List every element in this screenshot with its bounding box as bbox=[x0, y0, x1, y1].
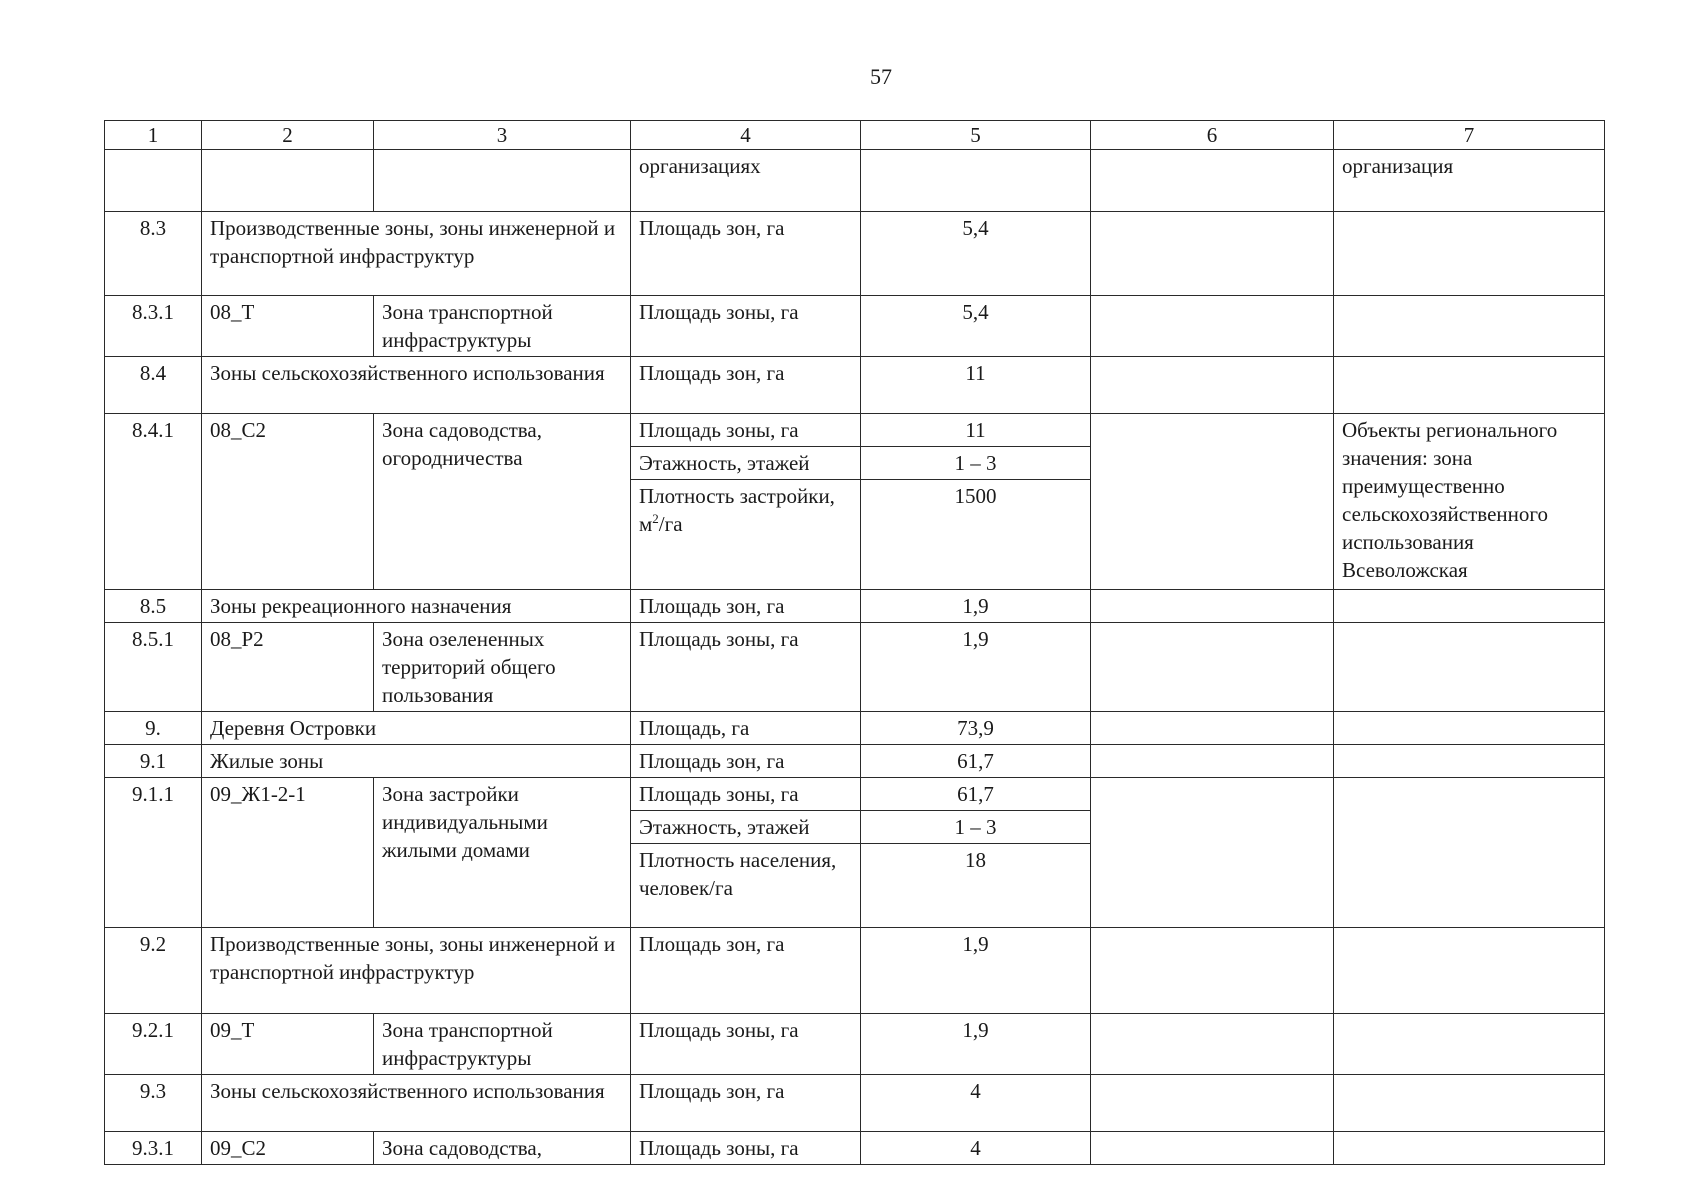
indicator-cell: Площадь зон, га bbox=[631, 745, 861, 778]
header-cell: 1 bbox=[105, 121, 202, 150]
value-cell: 18 bbox=[861, 844, 1091, 928]
row-number: 9.1 bbox=[105, 745, 202, 778]
zone-group-name: Зоны сельскохозяйственного использования bbox=[202, 1075, 631, 1132]
indicator-cell: Площадь зон, га bbox=[631, 1075, 861, 1132]
indicator-cell: Площадь зоны, га bbox=[631, 296, 861, 357]
indicator-cell: Этажность, этажей bbox=[631, 447, 861, 480]
value-cell: 1 – 3 bbox=[861, 811, 1091, 844]
zone-code: 08_Р2 bbox=[202, 623, 374, 712]
row-number: 8.4 bbox=[105, 357, 202, 414]
value-cell: 1500 bbox=[861, 480, 1091, 590]
indicator-cell: Площадь зоны, га bbox=[631, 1014, 861, 1075]
table-row bbox=[105, 712, 1605, 745]
zone-name: Зона садоводства, bbox=[374, 1132, 631, 1165]
table-row bbox=[105, 745, 1605, 778]
zone-code: 08_Т bbox=[202, 296, 374, 357]
value-cell: 11 bbox=[861, 357, 1091, 414]
table-row bbox=[105, 150, 1605, 212]
zone-group-name: Зоны рекреационного назначения bbox=[202, 590, 631, 623]
indicator-cell: Этажность, этажей bbox=[631, 811, 861, 844]
indicator-cell: организациях bbox=[631, 150, 861, 212]
value-cell: 61,7 bbox=[861, 745, 1091, 778]
indicator-cell: Площадь зон, га bbox=[631, 590, 861, 623]
note-cell: организация bbox=[1334, 150, 1605, 212]
value-cell: 1 – 3 bbox=[861, 447, 1091, 480]
indicator-cell: Площадь, га bbox=[631, 712, 861, 745]
header-cell: 2 bbox=[202, 121, 374, 150]
header-cell: 4 bbox=[631, 121, 861, 150]
zone-group-name: Зоны сельскохозяйственного использования bbox=[202, 357, 631, 414]
value-cell: 11 bbox=[861, 414, 1091, 447]
table-row bbox=[105, 1132, 1605, 1165]
table-row bbox=[105, 357, 1605, 414]
indicator-cell: Площадь зоны, га bbox=[631, 623, 861, 712]
zones-table bbox=[104, 120, 1605, 1165]
indicator-cell: Плотность населения, человек/га bbox=[631, 844, 861, 928]
indicator-cell: Площадь зоны, га bbox=[631, 1132, 861, 1165]
zone-name: Зона озелененных территорий общего пользования bbox=[374, 623, 631, 712]
zone-code: 09_Ж1-2-1 bbox=[202, 778, 374, 928]
row-number: 9.3.1 bbox=[105, 1132, 202, 1165]
row-number: 9.3 bbox=[105, 1075, 202, 1132]
table-row bbox=[105, 212, 1605, 296]
row-number: 8.4.1 bbox=[105, 414, 202, 590]
zone-code: 09_Т bbox=[202, 1014, 374, 1075]
value-cell: 4 bbox=[861, 1075, 1091, 1132]
value-cell: 1,9 bbox=[861, 590, 1091, 623]
regional-objects-note: Объекты регионального значения: зона преимущественно сельскохозяйственного использования Всеволожская bbox=[1334, 414, 1605, 590]
header-cell: 3 bbox=[374, 121, 631, 150]
zone-code: 08_С2 bbox=[202, 414, 374, 590]
zone-group-name: Деревня Островки bbox=[202, 712, 631, 745]
header-cell: 5 bbox=[861, 121, 1091, 150]
zone-name: Зона садоводства, огородничества bbox=[374, 414, 631, 590]
row-number: 8.5.1 bbox=[105, 623, 202, 712]
table-row bbox=[105, 928, 1605, 1014]
value-cell: 1,9 bbox=[861, 623, 1091, 712]
zone-group-name: Производственные зоны, зоны инженерной и транспортной инфраструктур bbox=[202, 212, 631, 296]
value-cell: 61,7 bbox=[861, 778, 1091, 811]
row-number: 9.1.1 bbox=[105, 778, 202, 928]
table-row bbox=[105, 778, 1605, 811]
row-number: 9.2 bbox=[105, 928, 202, 1014]
row-number: 8.3 bbox=[105, 212, 202, 296]
table-row bbox=[105, 623, 1605, 712]
header-cell: 7 bbox=[1334, 121, 1605, 150]
zone-name: Зона транспортной инфраструктуры bbox=[374, 296, 631, 357]
zone-name: Зона застройки индивидуальными жилыми домами bbox=[374, 778, 631, 928]
table-row bbox=[105, 414, 1605, 447]
table-row bbox=[105, 296, 1605, 357]
value-cell: 1,9 bbox=[861, 928, 1091, 1014]
value-cell: 5,4 bbox=[861, 296, 1091, 357]
zone-group-name: Жилые зоны bbox=[202, 745, 631, 778]
zone-group-name: Производственные зоны, зоны инженерной и транспортной инфраструктур bbox=[202, 928, 631, 1014]
header-cell: 6 bbox=[1091, 121, 1334, 150]
indicator-cell: Площадь зоны, га bbox=[631, 778, 861, 811]
table-row bbox=[105, 590, 1605, 623]
value-cell: 73,9 bbox=[861, 712, 1091, 745]
row-number: 9.2.1 bbox=[105, 1014, 202, 1075]
indicator-cell: Плотность застройки, $м^2/га$ bbox=[631, 480, 861, 590]
indicator-cell: Площадь зон, га bbox=[631, 357, 861, 414]
row-number: 9. bbox=[105, 712, 202, 745]
indicator-cell: Площадь зон, га bbox=[631, 212, 861, 296]
zone-name: Зона транспортной инфраструктуры bbox=[374, 1014, 631, 1075]
zone-code: 09_С2 bbox=[202, 1132, 374, 1165]
value-cell: 5,4 bbox=[861, 212, 1091, 296]
table-header-row bbox=[105, 121, 1605, 150]
table-row bbox=[105, 1014, 1605, 1075]
row-number: 8.5 bbox=[105, 590, 202, 623]
table-row bbox=[105, 1075, 1605, 1132]
indicator-cell: Площадь зон, га bbox=[631, 928, 861, 1014]
row-number: 8.3.1 bbox=[105, 296, 202, 357]
value-cell: 4 bbox=[861, 1132, 1091, 1165]
page-number: 57 bbox=[870, 64, 892, 89]
value-cell: 1,9 bbox=[861, 1014, 1091, 1075]
indicator-cell: Площадь зоны, га bbox=[631, 414, 861, 447]
